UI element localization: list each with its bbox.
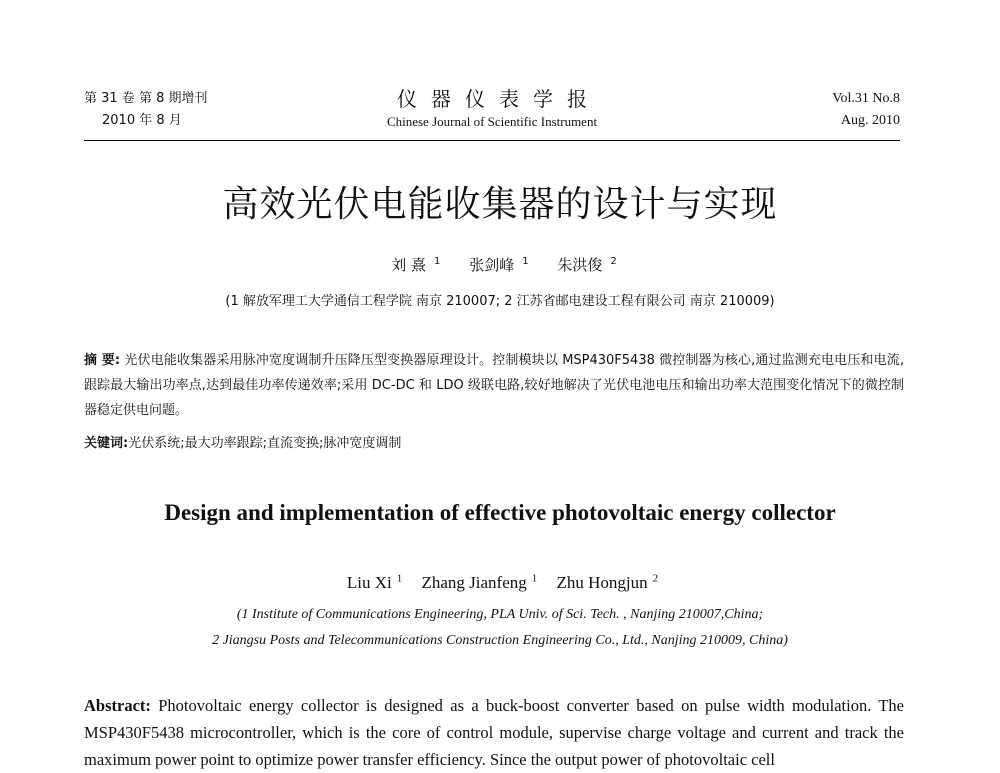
abstract-label-cn: 摘 要: bbox=[84, 353, 121, 368]
keywords-cn bbox=[84, 432, 904, 456]
affiliation-en-line1: (1 Institute of Communications Engineering, PLA Univ. of Sci. Tech. , Nanjing 210007,China; bbox=[236, 607, 764, 622]
abstract-en bbox=[84, 692, 904, 773]
author-cn: 刘 熹 $^1$ bbox=[391, 256, 441, 274]
journal-name-en: Chinese Journal of Scientific Instrument bbox=[386, 114, 598, 129]
publication-date-cn: 2010 年 8 月 bbox=[102, 113, 182, 128]
abstract-label-en: Abstract: bbox=[84, 696, 151, 715]
volume-number-en: Vol.31 No.8 bbox=[832, 91, 900, 106]
affiliation-cn: (1 解放军理工大学通信工程学院 南京 210007; 2 江苏省邮电建设工程有限公司 南京 210009) bbox=[225, 294, 775, 309]
volume-issue: 第 31 卷 第 8 期增刊 bbox=[84, 91, 208, 106]
author-cn: 朱洪俊 $^2$ bbox=[557, 256, 617, 274]
abstract-text-en: Photovoltaic energy collector is designed as a buck-boost converter based on pulse width modulation. The MSP430F5438 microcontroller, which is the core of control module, supervise charge voltage and current and track the maximum power point to optimize power transfer efficiency. Since the output power of photovoltaic cell bbox=[84, 696, 904, 769]
author-en: Zhang Jianfeng $^1$ bbox=[421, 572, 538, 592]
affiliation-en bbox=[0, 602, 1000, 654]
author-en: Liu Xi $^1$ bbox=[346, 572, 403, 592]
volume-info-en bbox=[832, 88, 900, 132]
journal-name-cn: 仪器仪表学报 bbox=[397, 87, 601, 111]
keywords-label-cn: 关键词: bbox=[84, 436, 129, 451]
affiliation-en-line2: 2 Jiangsu Posts and Telecommunications Construction Engineering Co., Ltd., Nanjing 210009, China) bbox=[212, 633, 788, 648]
paper-title-cn: 高效光伏电能收集器的设计与实现 bbox=[222, 184, 778, 225]
abstract-cn bbox=[84, 348, 904, 423]
publication-date-en: Aug. 2010 bbox=[840, 113, 900, 128]
header-rule bbox=[84, 140, 900, 141]
author-cn: 张剑峰 $^1$ bbox=[469, 256, 529, 274]
journal-name bbox=[84, 86, 900, 132]
abstract-text-cn: 光伏电能收集器采用脉冲宽度调制升压降压型变换器原理设计。控制模块以 MSP430F5438 微控制器为核心,通过监测充电电压和电流,跟踪最大输出功率点,达到最佳功率传递效率;采用 DC-DC 和 LDO 级联电路,较好地解决了光伏电池电压和输出功率大范围变化情况下的微控制器稳定供电问题。 bbox=[84, 353, 904, 418]
author-list-en bbox=[0, 572, 1000, 593]
keywords-text-cn: 光伏系统;最大功率跟踪;直流变换;脉冲宽度调制 bbox=[128, 436, 402, 451]
author-en: Zhu Hongjun $^2$ bbox=[556, 572, 659, 592]
paper-title-en: Design and implementation of effective photovoltaic energy collector bbox=[164, 500, 836, 525]
author-list-cn bbox=[0, 254, 1000, 275]
running-header bbox=[84, 88, 900, 144]
